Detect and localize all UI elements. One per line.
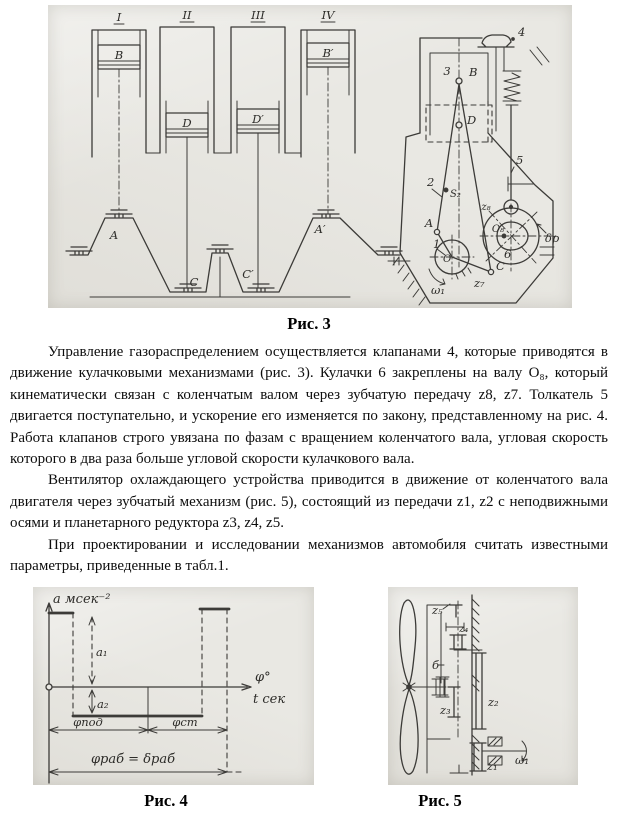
fig3-numeral-3: III — [251, 8, 265, 22]
fig4-y-axis-label: а мсек⁻² — [53, 592, 111, 607]
figure3-caption: Рис. 3 — [287, 314, 331, 333]
fig3-label-delta-p: δр — [545, 231, 560, 245]
fig3-crank-label-a: А — [109, 228, 119, 242]
fig3-label-rod: 2 — [427, 175, 435, 189]
fig3-label-center-o: O — [443, 254, 452, 265]
fig5-z3-label: z₃ — [440, 703, 451, 717]
figure5-caption: Рис. 5 — [418, 791, 462, 810]
fig3-crank-label-c: С — [189, 275, 199, 289]
fig5-z2-label: z₂ — [488, 695, 499, 709]
fig4-dimensions — [49, 617, 241, 775]
figure3-scan — [48, 5, 572, 308]
fig3-label-point-c: С — [496, 259, 505, 273]
body-text — [10, 342, 608, 577]
fig5-fan — [400, 600, 449, 774]
fig3-crank-label-a2: А′ — [314, 222, 326, 236]
fig3-piston-label-b2: В′ — [322, 46, 334, 60]
fig3-label-z8: z₈ — [481, 202, 491, 213]
fig3-label-crank1: 1 — [433, 237, 441, 251]
fig3-numeral-4: IV — [321, 8, 335, 22]
fig5-z1-label: z₁ — [487, 759, 498, 773]
fig3-label-point-a: А — [424, 216, 434, 230]
figure5-scan — [388, 587, 578, 785]
fig4-a2-label: а₂ — [97, 697, 109, 711]
paragraph-3: При проектировании и исследовании механизмов автомобиля считать известными параметры, приведенные в табл.1. — [10, 536, 608, 575]
figure5-drawing — [388, 587, 578, 785]
fig4-phi-rab-label: φраб = δраб — [90, 752, 176, 767]
fig3-piston-label-d2: D′ — [252, 112, 264, 126]
fig5-carrier-label: б — [432, 658, 440, 672]
fig5-omega1-label: ω₁ — [515, 753, 529, 767]
fig3-numeral-2: II — [182, 8, 192, 22]
fig4-phi-pod-label: φпод — [73, 715, 103, 729]
fig3-piston-label-b: В — [114, 48, 124, 62]
fig3-label-point-d: D — [467, 113, 477, 127]
fig3-label-valve: 4 — [518, 25, 526, 39]
fig3-piston-label-d: D — [182, 116, 192, 130]
fig3-label-z7: z₇ — [474, 276, 485, 290]
fig5-z5-label: z₅ — [432, 603, 443, 617]
paragraph-1: Управление газораспределением осуществляется клапанами 4, которые приводятся в движение кулачковыми механизмами (рис. 3). Кулачки 6 закреплены на валу О₈, который кинематически связан с коленчатым валом через зубчатую передачу z8, z7. Толкатель 5 двигается поступательно, и ускорение его изменяется по закону, представленному на рис. 4. Работа клапанов строго увязана по фазам с вращением коленчатого вала, угловая скорость которого в два раза больше угловой скорости кулачкового вала. — [10, 344, 608, 468]
fig3-label-cam6: 6 — [504, 247, 512, 261]
fig3-numeral-1: I — [116, 10, 122, 24]
fig3-valvetrain-diagram — [388, 25, 560, 305]
fig3-label-o8: О₈ — [491, 224, 505, 235]
figure3-drawing — [48, 5, 572, 308]
fig4-curve — [49, 609, 229, 772]
fig3-label-point-b: В — [469, 65, 478, 79]
fig3-label-tappet: 5 — [516, 153, 524, 167]
figure4-scan — [33, 587, 314, 785]
fig3-label-s2: S₂ — [450, 189, 461, 200]
fig5-z4-label: z₄ — [459, 624, 469, 635]
fig4-a1-label: а₁ — [96, 645, 108, 659]
fig3-label-piston3: 3 — [443, 64, 451, 78]
paragraph-2: Вентилятор охлаждающего устройства приводится в движение от коленчатого вала двигателя через зубчатый механизм (рис. 5), состоящий из передачи z1, z2 с неподвижными осями и планетарного редуктора z3, z4, z5. — [10, 472, 608, 532]
fig3-label-omega1: ω₁ — [431, 283, 445, 297]
fig4-x-axis-t-label: t сек — [253, 692, 286, 707]
fig3-engine-diagram — [66, 8, 402, 297]
figure4-drawing — [33, 587, 314, 785]
figure4-caption: Рис. 4 — [144, 791, 188, 810]
fig4-phi-st-label: φст — [172, 715, 198, 729]
fig3-crank-label-c2: С′ — [242, 267, 254, 281]
fig4-x-axis-phi-label: φ° — [255, 670, 271, 685]
